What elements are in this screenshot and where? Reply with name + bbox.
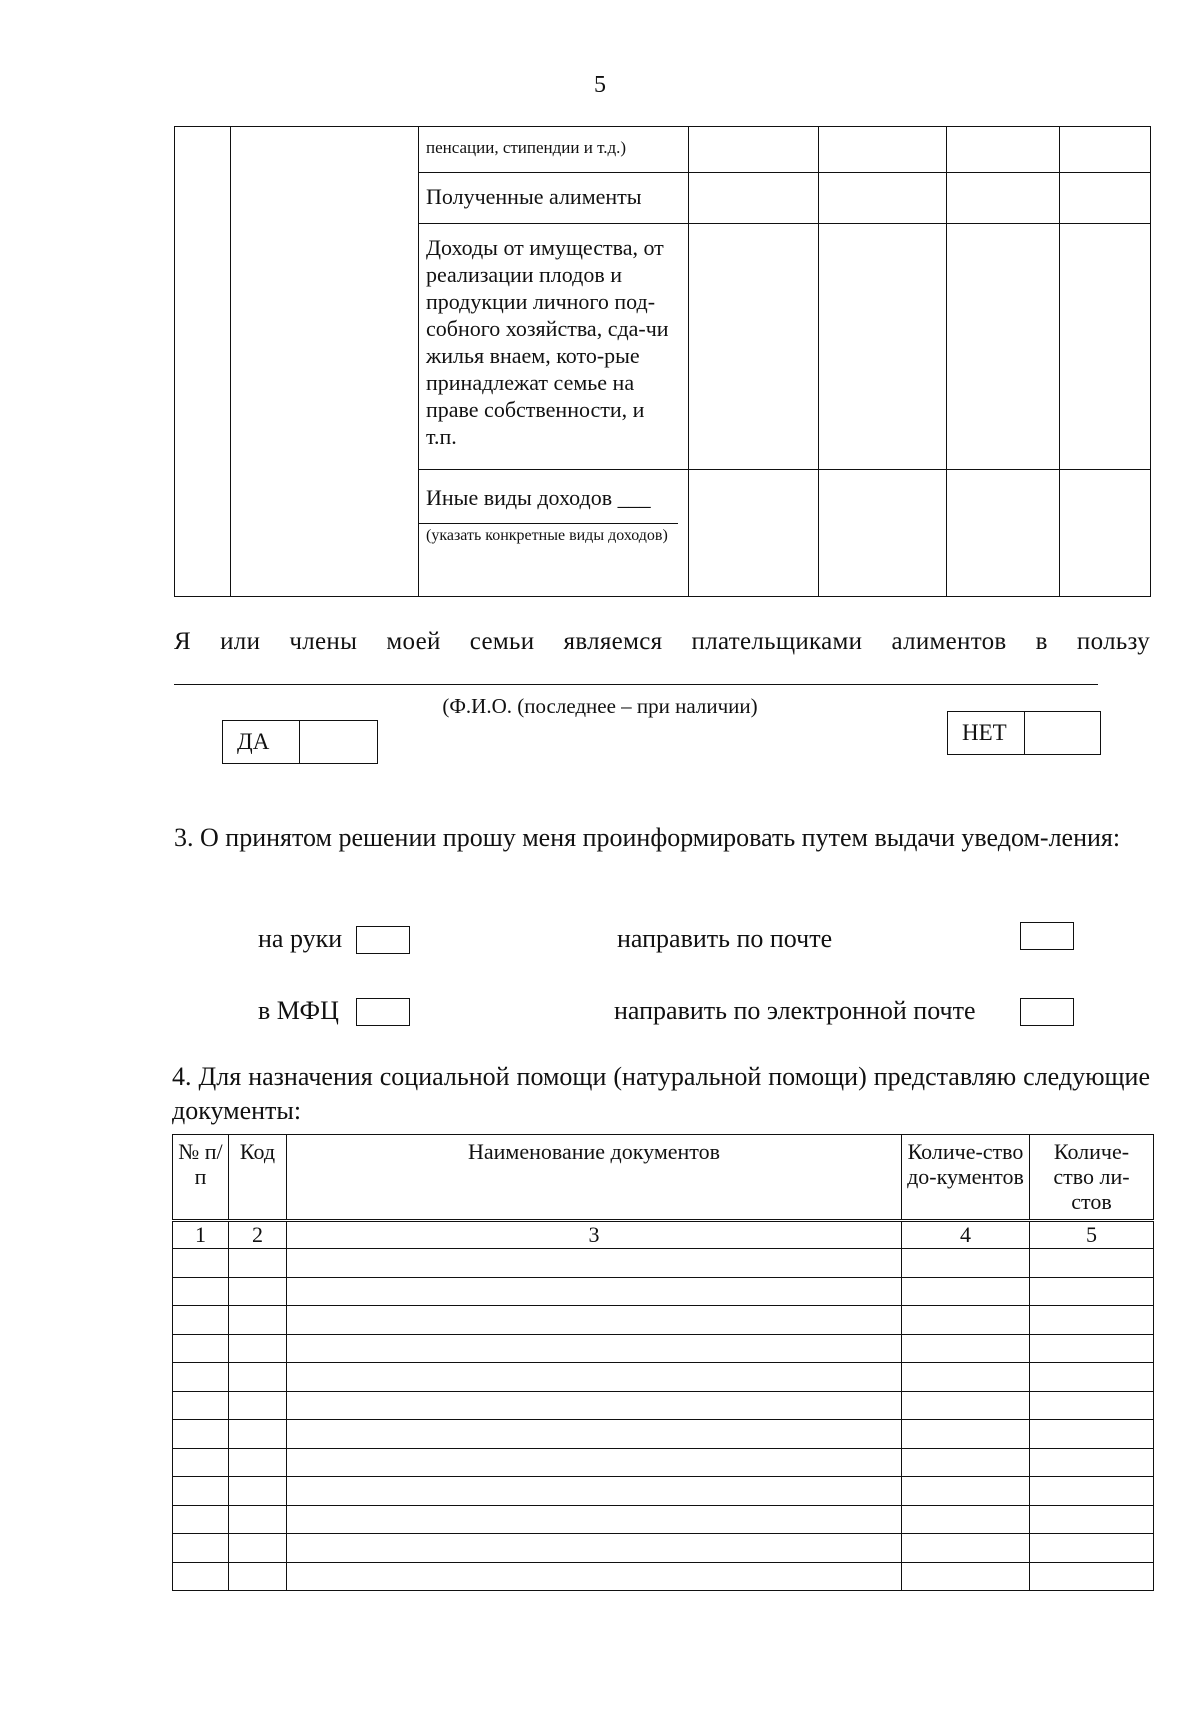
yes-label: ДА: [223, 721, 300, 763]
table-cell[interactable]: [902, 1391, 1030, 1420]
table-cell[interactable]: [287, 1505, 902, 1534]
table-cell[interactable]: [947, 470, 1060, 597]
table-cell[interactable]: [173, 1306, 229, 1335]
alimony-statement: Я или члены моей семьи являемся плательщиками алиментов в пользу: [174, 628, 1150, 655]
table-cell[interactable]: [902, 1334, 1030, 1363]
header-doc-name: Наименование документов: [287, 1135, 902, 1221]
section3-text: 3. О принятом решении прошу меня проинформировать путем выдачи уведом-ления:: [174, 823, 1121, 852]
table-cell[interactable]: [229, 1534, 287, 1563]
table-cell[interactable]: [689, 470, 819, 597]
table-cell[interactable]: [173, 1249, 229, 1278]
table-cell[interactable]: [947, 127, 1060, 173]
table-header-row: [173, 1135, 1154, 1221]
table-cell[interactable]: [902, 1420, 1030, 1449]
table-row: [173, 1448, 1154, 1477]
table-row: [173, 1334, 1154, 1363]
table-cell[interactable]: [902, 1477, 1030, 1506]
table-cell[interactable]: [287, 1277, 902, 1306]
table-cell[interactable]: [819, 127, 947, 173]
table-cell[interactable]: [229, 1420, 287, 1449]
table-cell[interactable]: [229, 1363, 287, 1392]
option-by-post-checkbox[interactable]: [1020, 922, 1074, 950]
table-cell[interactable]: [287, 1306, 902, 1335]
table-cell[interactable]: [173, 1277, 229, 1306]
table-cell[interactable]: [287, 1562, 902, 1591]
table-cell[interactable]: [173, 1420, 229, 1449]
option-by-email-label: направить по электронной почте: [614, 996, 976, 1025]
table-row: [173, 1562, 1154, 1591]
income-type-label: Полученные алименты: [426, 184, 642, 209]
table-row: [173, 1391, 1154, 1420]
column-number: 4: [902, 1221, 1030, 1249]
table-cell[interactable]: [902, 1249, 1030, 1278]
table-cell[interactable]: [229, 1249, 287, 1278]
table-cell[interactable]: [902, 1363, 1030, 1392]
table-cell[interactable]: [287, 1391, 902, 1420]
table-cell[interactable]: [1060, 173, 1151, 224]
table-row: [173, 1363, 1154, 1392]
fio-input-line[interactable]: [174, 684, 1098, 685]
table-cell[interactable]: [229, 1306, 287, 1335]
option-by-hand-checkbox[interactable]: [356, 926, 410, 954]
table-cell[interactable]: [947, 224, 1060, 470]
header-code: Код: [229, 1135, 287, 1221]
table-cell[interactable]: [229, 1477, 287, 1506]
table-cell[interactable]: [819, 224, 947, 470]
table-cell[interactable]: [287, 1334, 902, 1363]
table-cell[interactable]: [173, 1505, 229, 1534]
yes-checkbox[interactable]: [300, 721, 377, 763]
documents-body: [173, 1249, 1154, 1591]
documents-table: [172, 1134, 1154, 1591]
option-by-post-label: направить по почте: [617, 924, 833, 953]
option-by-email-checkbox[interactable]: [1020, 998, 1074, 1026]
table-cell[interactable]: [1030, 1363, 1154, 1392]
table-cell[interactable]: [173, 1363, 229, 1392]
table-cell[interactable]: [1030, 1534, 1154, 1563]
option-by-hand-label: на руки: [258, 924, 343, 953]
option-mfc-label: в МФЦ: [258, 996, 339, 1025]
table-cell[interactable]: [173, 1562, 229, 1591]
table-cell[interactable]: [902, 1534, 1030, 1563]
option-mfc-checkbox[interactable]: [356, 998, 410, 1026]
table-cell[interactable]: [902, 1505, 1030, 1534]
table-cell[interactable]: [229, 1505, 287, 1534]
table-cell[interactable]: [689, 173, 819, 224]
table-cell[interactable]: [229, 1277, 287, 1306]
table-cell[interactable]: [1030, 1306, 1154, 1335]
header-doc-count: Количе-ство до-кументов: [902, 1135, 1030, 1221]
table-cell[interactable]: [1060, 127, 1151, 173]
table-cell[interactable]: [819, 173, 947, 224]
table-cell[interactable]: [173, 1391, 229, 1420]
table-cell: [231, 127, 419, 597]
income-type-note: (указать конкретные виды доходов): [426, 527, 668, 544]
header-number: № п/п: [173, 1135, 229, 1221]
column-number: 5: [1030, 1221, 1154, 1249]
table-cell[interactable]: [1030, 1505, 1154, 1534]
table-cell[interactable]: [229, 1562, 287, 1591]
table-cell[interactable]: [689, 224, 819, 470]
table-cell[interactable]: [1030, 1562, 1154, 1591]
table-cell[interactable]: [1030, 1277, 1154, 1306]
table-cell[interactable]: [902, 1277, 1030, 1306]
table-cell[interactable]: [689, 127, 819, 173]
table-cell[interactable]: [173, 1534, 229, 1563]
table-cell[interactable]: [229, 1391, 287, 1420]
table-row: [173, 1249, 1154, 1278]
table-cell[interactable]: [1030, 1334, 1154, 1363]
no-label: НЕТ: [948, 712, 1025, 754]
income-type-label: пенсации, стипендии и т.д.): [426, 138, 627, 157]
table-cell[interactable]: [287, 1477, 902, 1506]
table-cell[interactable]: [902, 1448, 1030, 1477]
table-cell[interactable]: [173, 1448, 229, 1477]
fio-caption: (Ф.И.О. (последнее – при наличии): [442, 694, 758, 718]
table-cell[interactable]: [173, 1477, 229, 1506]
table-row: [173, 1277, 1154, 1306]
no-checkbox[interactable]: [1025, 712, 1100, 754]
column-number: 3: [287, 1221, 902, 1249]
table-cell[interactable]: [287, 1420, 902, 1449]
table-cell[interactable]: [947, 173, 1060, 224]
table-row: [173, 1306, 1154, 1335]
column-number: 1: [173, 1221, 229, 1249]
table-cell[interactable]: [1030, 1477, 1154, 1506]
table-cell[interactable]: [1030, 1391, 1154, 1420]
table-cell[interactable]: [173, 1334, 229, 1363]
table-cell[interactable]: [287, 1534, 902, 1563]
table-cell[interactable]: [902, 1562, 1030, 1591]
table-cell: [175, 127, 231, 597]
table-cell[interactable]: [1030, 1249, 1154, 1278]
table-row: [173, 1420, 1154, 1449]
table-row: [173, 1505, 1154, 1534]
yes-option: [222, 720, 378, 764]
table-cell[interactable]: [229, 1334, 287, 1363]
table-row: [173, 1534, 1154, 1563]
no-option: [947, 711, 1101, 755]
table-row: [173, 1477, 1154, 1506]
column-number: 2: [229, 1221, 287, 1249]
table-cell[interactable]: [902, 1306, 1030, 1335]
table-cell[interactable]: [1030, 1448, 1154, 1477]
table-cell[interactable]: [819, 470, 947, 597]
table-cell[interactable]: [229, 1448, 287, 1477]
income-type-label: Доходы от имущества, от реализации плодов и продукции личного под-собного хозяйства, сда-чи жилья внаем, кото-рые принадлежат семье на праве собственности, и т.п.: [426, 235, 669, 449]
table-row: [175, 127, 1151, 173]
income-table: [174, 126, 1151, 597]
column-number-row: [173, 1221, 1154, 1249]
header-sheet-count: Количе-ство ли-стов: [1030, 1135, 1154, 1221]
page-number: 5: [594, 72, 606, 98]
section4-text: 4. Для назначения социальной помощи (натуральной помощи) представляю следующие документы:: [172, 1062, 1150, 1125]
table-cell[interactable]: [1030, 1420, 1154, 1449]
table-cell[interactable]: [287, 1448, 902, 1477]
table-cell[interactable]: [287, 1363, 902, 1392]
table-cell[interactable]: [287, 1249, 902, 1278]
income-type-label: Иные виды доходов ___: [419, 470, 678, 524]
table-cell[interactable]: [1060, 224, 1151, 470]
table-cell[interactable]: [1060, 470, 1151, 597]
